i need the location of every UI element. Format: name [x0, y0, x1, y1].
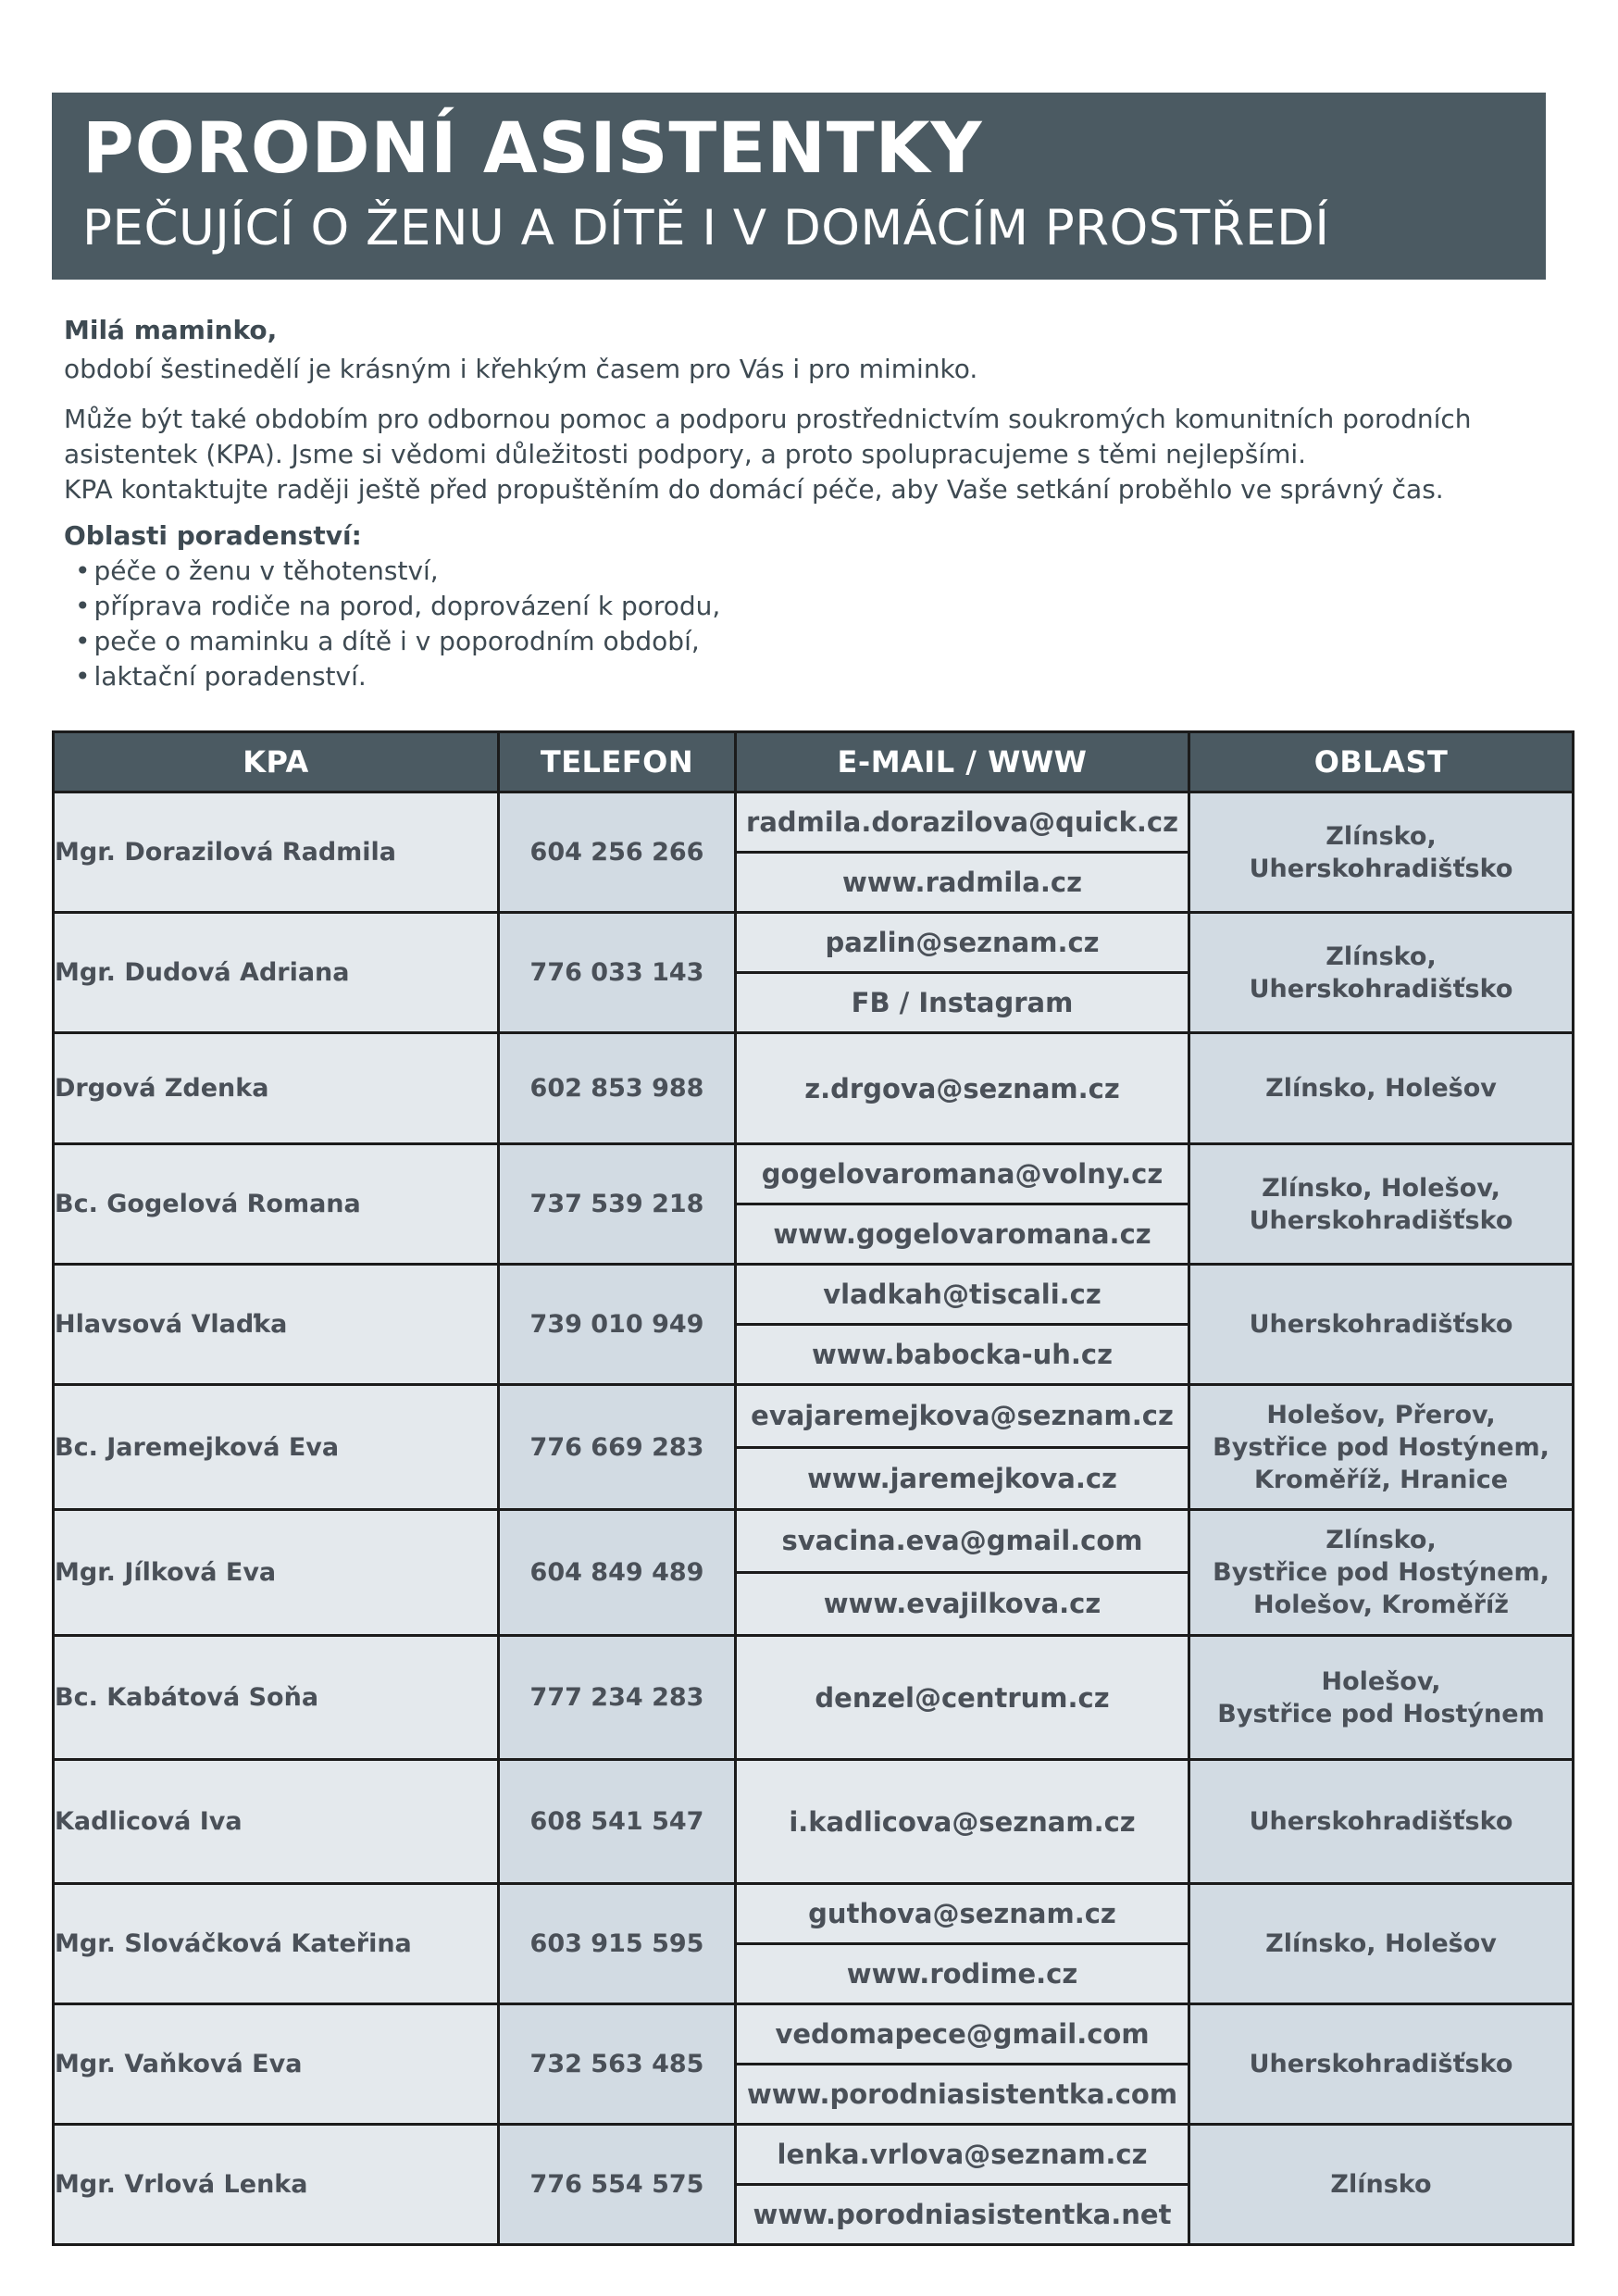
table-row — [54, 2004, 1574, 2125]
area-cell — [1189, 1510, 1574, 1636]
phone-number[interactable]: 732 563 485 — [499, 2004, 736, 2125]
header-kpa: KPA — [54, 732, 499, 792]
list-item: • laktační poradenství. — [75, 659, 1545, 694]
area-line: Zlínsko, — [1326, 942, 1437, 971]
midwife-name: Hlavsová Vlaďka — [54, 1265, 499, 1385]
phone-number[interactable]: 776 033 143 — [499, 913, 736, 1033]
contact-cell — [736, 1033, 1189, 1144]
phone-number[interactable]: 604 256 266 — [499, 792, 736, 913]
area-cell — [1189, 2004, 1574, 2125]
email-link[interactable]: svacina.eva@gmail.com — [781, 1525, 1143, 1556]
phone-number[interactable]: 776 554 575 — [499, 2125, 736, 2245]
email-link[interactable]: gogelovaromana@volny.cz — [761, 1158, 1164, 1190]
area-cell — [1189, 2125, 1574, 2245]
web-link[interactable]: www.babocka-uh.cz — [737, 1323, 1188, 1383]
table-row — [54, 2125, 1574, 2245]
contact-cell — [736, 1636, 1189, 1760]
email-link[interactable]: lenka.vrlova@seznam.cz — [777, 2139, 1148, 2170]
page-header — [52, 93, 1546, 280]
areas-list — [64, 554, 1545, 694]
web-link[interactable]: www.porodniasistentka.com — [737, 2063, 1188, 2123]
web-link[interactable]: FB / Instagram — [737, 971, 1188, 1031]
midwife-name: Drgová Zdenka — [54, 1033, 499, 1144]
table-row — [54, 1144, 1574, 1265]
area-line: Kroměříž, Hranice — [1253, 1465, 1509, 1494]
page-subtitle: PEČUJÍCÍ O ŽENU A DÍTĚ I V DOMÁCÍM PROSTŘEDÍ — [82, 200, 1330, 256]
intro-line-2: Může být také obdobím pro odbornou pomoc a podporu prostřednictvím soukromých komunitních porodních asistentek (KPA). Jsme si vědomi důležitosti podpory, a proto spolupracujeme s těmi nejlepšími. — [64, 404, 1472, 469]
area-cell — [1189, 1760, 1574, 1884]
area-line: Zlínsko, Holešov — [1265, 1074, 1497, 1103]
midwife-name: Mgr. Vrlová Lenka — [54, 2125, 499, 2245]
header-contact: E-MAIL / WWW — [736, 732, 1189, 792]
table-row — [54, 1884, 1574, 2004]
email-link[interactable]: evajaremejkova@seznam.cz — [751, 1400, 1174, 1431]
web-link[interactable]: www.radmila.cz — [737, 851, 1188, 911]
contact-cell — [736, 1144, 1189, 1265]
areas-title: Oblasti poradenství: — [64, 520, 362, 551]
header-area: OBLAST — [1189, 732, 1574, 792]
midwife-name: Mgr. Vaňková Eva — [54, 2004, 499, 2125]
area-cell — [1189, 1265, 1574, 1385]
phone-number[interactable]: 737 539 218 — [499, 1144, 736, 1265]
area-line: Holešov, Kroměříž — [1253, 1591, 1509, 1619]
area-line: Holešov, — [1321, 1666, 1441, 1696]
phone-number[interactable]: 608 541 547 — [499, 1760, 736, 1884]
list-item: • péče o ženu v těhotenství, — [75, 554, 1545, 589]
phone-number[interactable]: 777 234 283 — [499, 1636, 736, 1760]
phone-number[interactable]: 776 669 283 — [499, 1385, 736, 1510]
page-title: PORODNÍ ASISTENTKY — [82, 106, 983, 189]
area-cell — [1189, 1144, 1574, 1265]
contact-cell — [736, 913, 1189, 1033]
contact-cell — [736, 1760, 1189, 1884]
contact-cell — [736, 2004, 1189, 2125]
kpa-table — [52, 730, 1574, 2246]
area-cell — [1189, 1033, 1574, 1144]
area-line: Zlínsko — [1330, 2170, 1432, 2199]
contact-cell — [736, 1385, 1189, 1510]
email-link[interactable]: radmila.dorazilova@quick.cz — [746, 806, 1178, 838]
intro-line-1: období šestinedělí je krásným i křehkým časem pro Vás i pro miminko. — [64, 354, 978, 384]
web-link[interactable]: www.jaremejkova.cz — [737, 1446, 1188, 1509]
header-phone: TELEFON — [499, 732, 736, 792]
area-line: Zlínsko, — [1326, 821, 1437, 851]
email-link[interactable]: pazlin@seznam.cz — [825, 927, 1100, 958]
email-link[interactable]: vedomapece@gmail.com — [775, 2018, 1150, 2050]
midwife-name: Mgr. Jílková Eva — [54, 1510, 499, 1636]
email-link[interactable]: i.kadlicova@seznam.cz — [789, 1805, 1136, 1838]
midwife-name: Kadlicová Iva — [54, 1760, 499, 1884]
web-link[interactable]: www.rodime.cz — [737, 1942, 1188, 2003]
area-line: Bystřice pod Hostýnem — [1217, 1699, 1545, 1728]
list-item: • peče o maminku a dítě i v poporodním období, — [75, 624, 1545, 659]
midwife-name: Mgr. Slováčková Kateřina — [54, 1884, 499, 2004]
area-line: Zlínsko, Holešov, — [1262, 1173, 1500, 1203]
web-link[interactable]: www.porodniasistentka.net — [737, 2183, 1188, 2243]
table-row — [54, 1760, 1574, 1884]
area-line: Uherskohradišťsko — [1249, 1205, 1513, 1235]
area-line: Uherskohradišťsko — [1249, 974, 1513, 1004]
table-row — [54, 1636, 1574, 1760]
area-cell — [1189, 1636, 1574, 1760]
midwife-name: Bc. Kabátová Soňa — [54, 1636, 499, 1760]
list-item: • příprava rodiče na porod, doprovázení k porodu, — [75, 589, 1545, 624]
web-link[interactable]: www.gogelovaromana.cz — [737, 1203, 1188, 1263]
intro-line-3: KPA kontaktujte raději ještě před propuštěním do domácí péče, aby Vaše setkání proběhlo ve správný čas. — [64, 474, 1444, 505]
contact-cell — [736, 2125, 1189, 2245]
email-link[interactable]: denzel@centrum.cz — [815, 1681, 1110, 1714]
area-line: Holešov, Přerov, — [1266, 1400, 1496, 1429]
area-line: Uherskohradišťsko — [1249, 1310, 1513, 1339]
table-row — [54, 792, 1574, 913]
web-link[interactable]: www.evajilkova.cz — [737, 1571, 1188, 1634]
midwife-name: Mgr. Dudová Adriana — [54, 913, 499, 1033]
email-link[interactable]: guthova@seznam.cz — [808, 1898, 1116, 1929]
area-cell — [1189, 792, 1574, 913]
table-header-row — [54, 732, 1574, 792]
table-row — [54, 1033, 1574, 1144]
intro-text — [64, 313, 1545, 694]
area-line: Bystřice pod Hostýnem, — [1213, 1432, 1550, 1462]
table-row — [54, 1385, 1574, 1510]
email-link[interactable]: vladkah@tiscali.cz — [823, 1279, 1101, 1310]
midwife-name: Bc. Gogelová Romana — [54, 1144, 499, 1265]
midwife-name: Bc. Jaremejková Eva — [54, 1385, 499, 1510]
table-row — [54, 913, 1574, 1033]
midwife-name: Mgr. Dorazilová Radmila — [54, 792, 499, 913]
area-line: Uherskohradišťsko — [1249, 2050, 1513, 2078]
contact-cell — [736, 1510, 1189, 1636]
table-row — [54, 1510, 1574, 1636]
contact-cell — [736, 792, 1189, 913]
phone-number[interactable]: 604 849 489 — [499, 1510, 736, 1636]
area-cell — [1189, 1884, 1574, 2004]
area-line: Zlínsko, — [1326, 1526, 1437, 1554]
area-line: Zlínsko, Holešov — [1265, 1929, 1497, 1958]
email-link[interactable]: z.drgova@seznam.cz — [804, 1072, 1120, 1104]
area-line: Uherskohradišťsko — [1249, 854, 1513, 883]
phone-number[interactable]: 603 915 595 — [499, 1884, 736, 2004]
table-row — [54, 1265, 1574, 1385]
greeting: Milá maminko, — [64, 315, 278, 345]
area-line: Uherskohradišťsko — [1249, 1807, 1513, 1836]
phone-number[interactable]: 602 853 988 — [499, 1033, 736, 1144]
contact-cell — [736, 1884, 1189, 2004]
area-line: Bystřice pod Hostýnem, — [1213, 1558, 1550, 1587]
phone-number[interactable]: 739 010 949 — [499, 1265, 736, 1385]
contact-cell — [736, 1265, 1189, 1385]
area-cell — [1189, 913, 1574, 1033]
area-cell — [1189, 1385, 1574, 1510]
